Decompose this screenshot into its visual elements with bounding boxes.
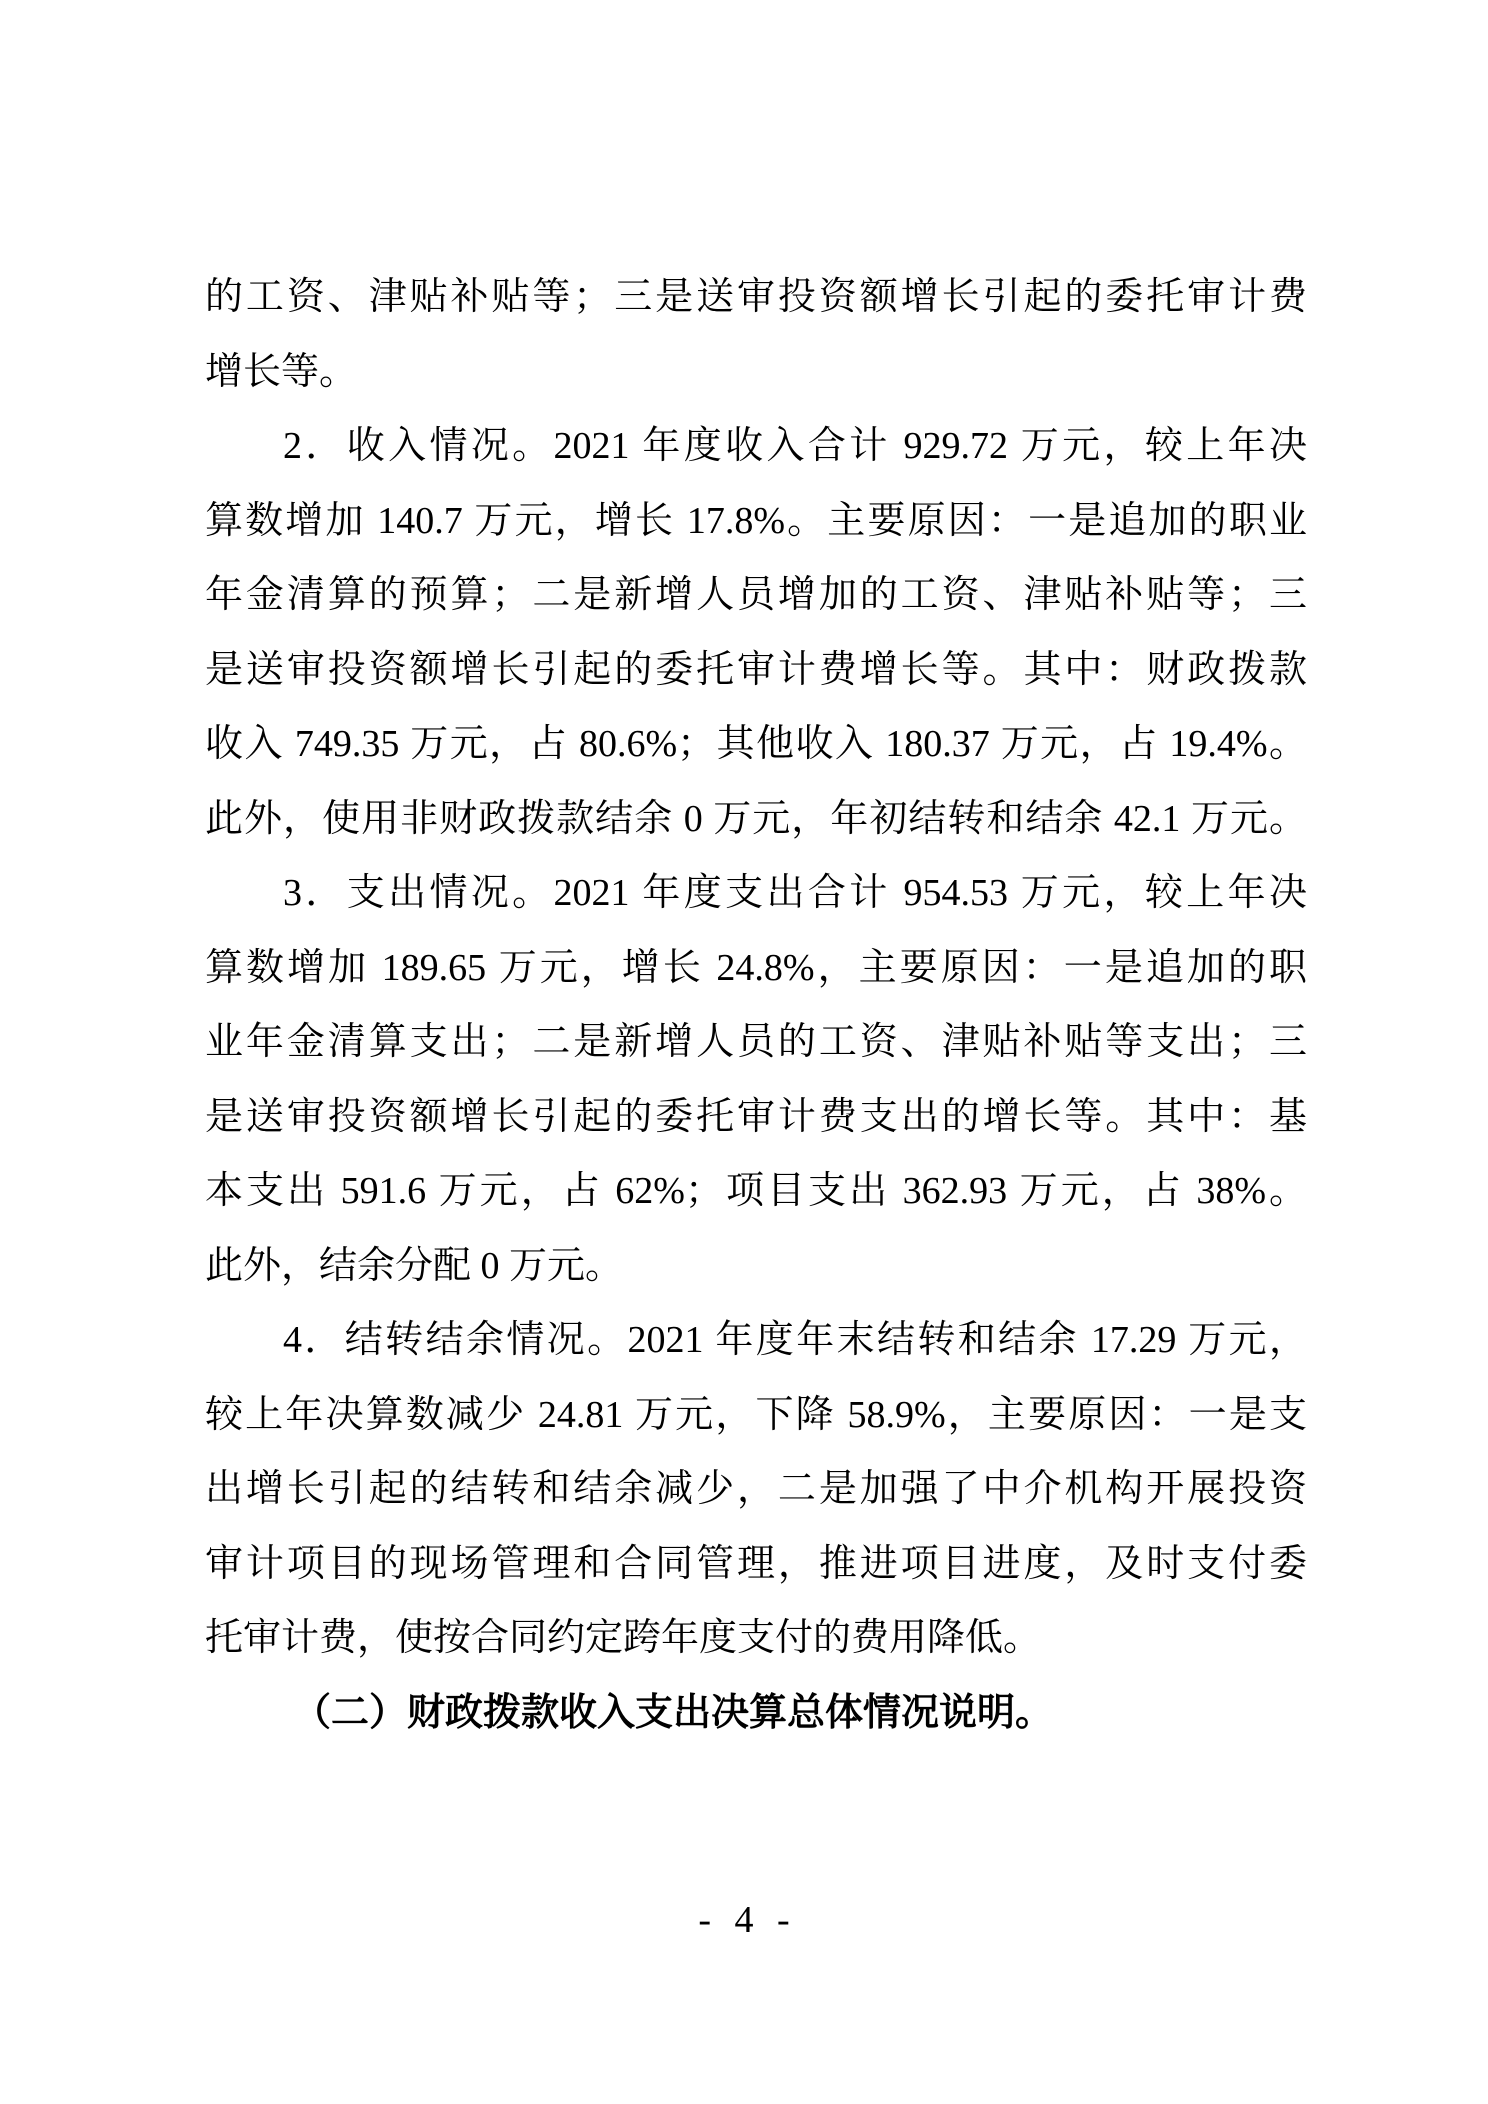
body-line-5: 年金清算的预算；二是新增人员增加的工资、津贴补贴等；三 [205,574,1307,616]
body-line-18: 审计项目的现场管理和合同管理，推进项目进度，及时支付委 [205,1542,1307,1585]
body-line-4: 算数增加 140.7 万元，增长 17.8%。主要原因：一是追加的职业 [205,499,1307,542]
body-line-1: 的工资、津贴补贴等；三是送审投资额增长引起的委托审计费 [205,276,1307,318]
body-line-8: 此外，使用非财政拨款结余 0 万元，年初结转和结余 42.1 万元。 [205,797,1307,840]
body-line-16: 较上年决算数减少 24.81 万元，下降 58.9%，主要原因：一是支 [205,1393,1307,1436]
section-heading: （二）财政拨款收入支出决算总体情况说明。 [293,1691,1054,1734]
body-line-14: 此外，结余分配 0 万元。 [205,1244,624,1287]
body-line-11: 业年金清算支出；二是新增人员的工资、津贴补贴等支出；三 [205,1021,1307,1063]
body-line-10: 算数增加 189.65 万元，增长 24.8%，主要原因：一是追加的职 [205,946,1307,989]
body-line-7: 收入 749.35 万元，占 80.6%；其他收入 180.37 万元，占 19.4%。 [205,723,1307,765]
body-line-12: 是送审投资额增长引起的委托审计费支出的增长等。其中：基 [205,1095,1307,1138]
page-number: - 4 - [698,1899,790,1941]
body-line-15: 4．结转结余情况。2021 年度年末结转和结余 17.29 万元， [283,1319,1307,1361]
body-line-2: 增长等。 [205,350,358,393]
body-line-17: 出增长引起的结转和结余减少，二是加强了中介机构开展投资 [205,1468,1307,1510]
body-line-3: 2．收入情况。2021 年度收入合计 929.72 万元，较上年决 [283,425,1307,467]
body-line-19: 托审计费，使按合同约定跨年度支付的费用降低。 [205,1617,1042,1659]
body-line-6: 是送审投资额增长引起的委托审计费增长等。其中：财政拨款 [205,648,1307,691]
document-body [205,260,1307,1750]
body-line-9: 3．支出情况。2021 年度支出合计 954.53 万元，较上年决 [283,872,1307,914]
body-line-13: 本支出 591.6 万元，占 62%；项目支出 362.93 万元，占 38%。 [205,1170,1307,1212]
